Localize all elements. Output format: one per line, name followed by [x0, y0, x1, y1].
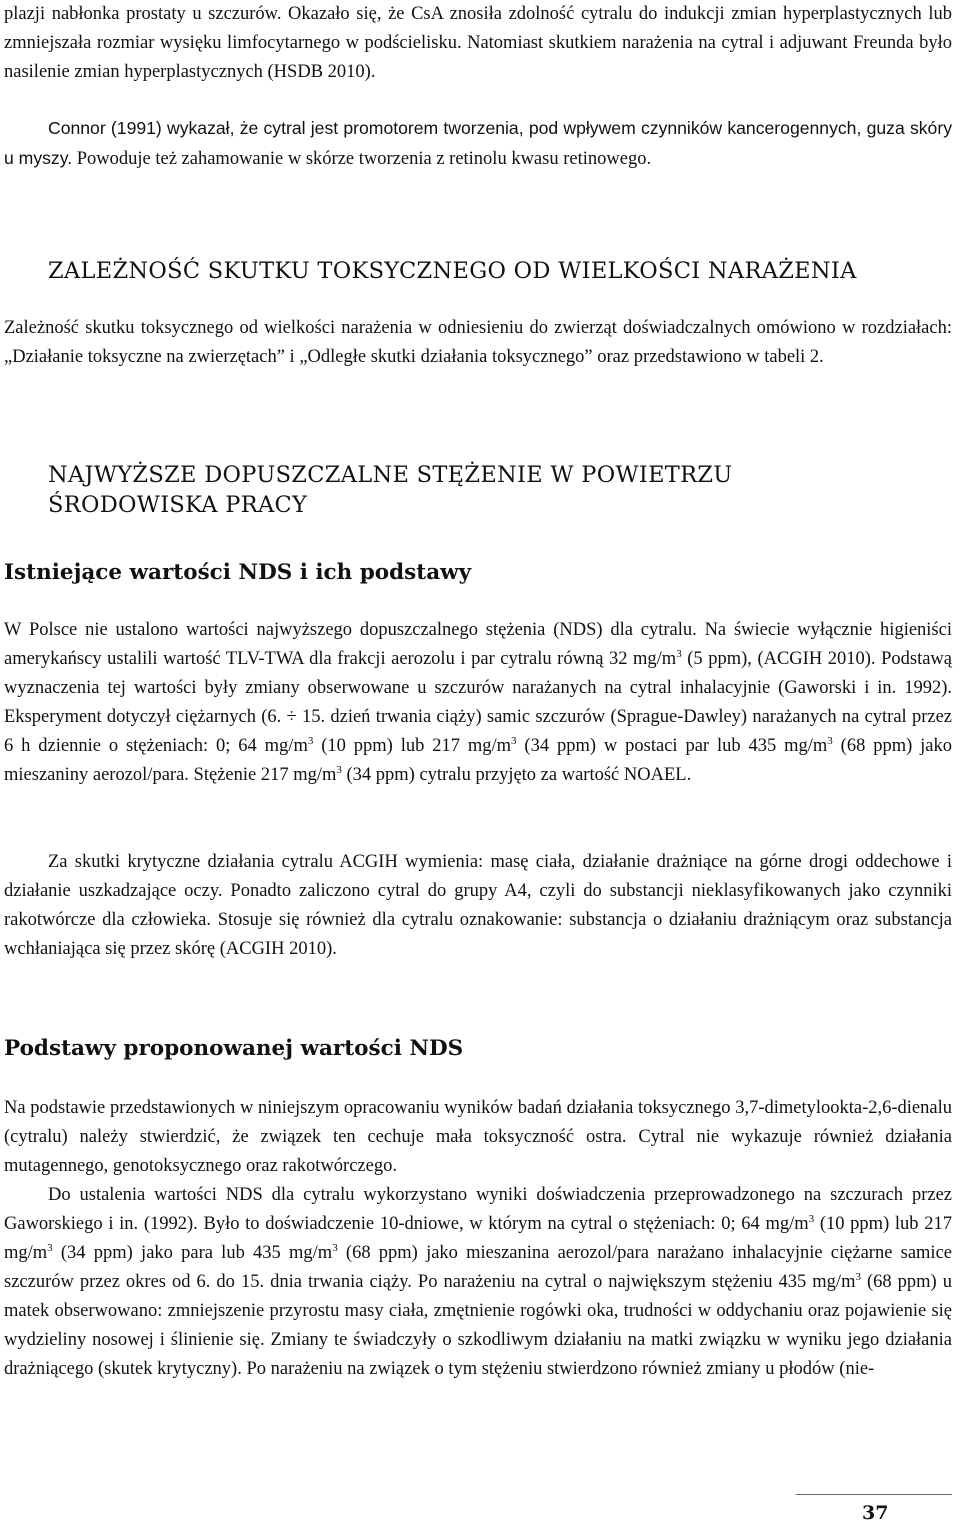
page-number: 37 — [862, 1502, 889, 1524]
sub1-paragraph-2: Za skutki krytyczne działania cytralu ACGIH wymienia: masę ciała, działanie drażniące na górne drogi oddechowe i działanie uszkadzające oczy. Ponadto zaliczono cytral do grupy A4, czyli do substancji nieklasyfikowanych jako czynniki rakotwórcze dla człowieka. Stosuje się również dla cytralu oznakowanie: substancja o działaniu drażniącym oraz substancja wchłaniająca się przez skórę (ACGIH 2010). — [4, 852, 952, 959]
superscript-3: 3 — [336, 764, 342, 776]
superscript-3: 3 — [511, 735, 517, 747]
section-heading-nds: NAJWYŻSZE DOPUSZCZALNE STĘŻENIE W POWIETRZU ŚRODOWISKA PRACY — [48, 462, 733, 518]
sub2-p2-part-b: (10 ppm) lub 217 mg/m — [4, 1214, 952, 1263]
section1-paragraph: Zależność skutku toksycznego od wielkości narażenia w odniesieniu do zwierząt doświadczalnych omówiono w rozdziałach: „Działanie toksyczne na zwierzętach” i „Odległe skutki działania toksycznego” oraz przedstawiono w tabeli 2. — [4, 318, 952, 367]
sub1-p1-part-b: (5 ppm), (ACGIH 2010). Podstawą wyznaczenia tej wartości były zmiany obserwowane u szczurów narażanych na cytral inhalacyjnie (Gaworski i in. 1992). Eksperyment dotyczył ciężarnych (6. ÷ 15. dzień trwania ciąży) samic szczurów (Sprague-Dawley) narażanych na cytral przez 6 h dziennie o stężeniach: 0; 64 mg/m — [4, 649, 952, 756]
intro-paragraph-2-serif: Powoduje też zahamowanie w skórze tworzenia z retinolu kwasu retinowego. — [72, 149, 652, 169]
superscript-3: 3 — [808, 1213, 815, 1225]
superscript-3: 3 — [827, 735, 833, 747]
superscript-3: 3 — [47, 1242, 53, 1254]
intro-paragraph-2-sans: Connor (1991) wykazał, że cytral jest promotorem tworzenia, pod wpływem czynników kancerogennych, guza skóry u myszy. — [4, 118, 952, 168]
sub2-paragraph-2 — [4, 1181, 952, 1384]
subheading-proposed-nds: Podstawy proponowanej wartości NDS — [4, 1036, 464, 1061]
superscript-3: 3 — [855, 1271, 861, 1283]
sub2-p2-part-a: Do ustalenia wartości NDS dla cytralu wykorzystano wyniki doświadczenia przeprowadzonego na szczurach przez Gaworskiego i in. (1992). Było to doświadczenie 10-dniowe, w którym na cytral o stężeniach: 0; 64 mg/m — [4, 1185, 952, 1234]
superscript-3: 3 — [332, 1242, 338, 1254]
intro-paragraph-2 — [4, 114, 952, 174]
footer-divider — [796, 1494, 952, 1495]
sub1-p1-part-c: (10 ppm) lub 217 mg/m — [313, 736, 512, 756]
superscript-3: 3 — [676, 648, 682, 660]
sub2-p2-part-d: (68 ppm) jako mieszanina aerozol/para narażano inhalacyjnie ciężarne samice szczurów przez okres od 6. do 15. dnia trwania ciąży. Po narażeniu na cytral o największym stężeniu 435 mg/m — [4, 1243, 952, 1292]
subheading-existing-nds: Istniejące wartości NDS i ich podstawy — [4, 560, 472, 585]
sub1-p1-part-a: W Polsce nie ustalono wartości najwyższego dopuszczalnego stężenia (NDS) dla cytralu. Na świecie wyłącznie higieniści amerykańscy ustalili wartość TLV-TWA dla frakcji aerozolu i par cytralu równą 32 mg/m — [4, 620, 952, 669]
sub1-p1-part-f: (34 ppm) cytralu przyjęto za wartość NOAEL. — [341, 765, 692, 785]
sub1-p1-part-e: (68 ppm) jako mieszaniny aerozol/para. Stężenie 217 mg/m — [4, 736, 952, 785]
sub1-paragraph-1 — [4, 616, 952, 790]
superscript-3: 3 — [307, 735, 314, 747]
intro-paragraph-1: plazji nabłonka prostaty u szczurów. Okazało się, że CsA znosiła zdolność cytralu do indukcji zmian hyperplastycznych lub zmniejszała rozmiar wysięku limfocytarnego w podścielisku. Natomiast skutkiem narażenia na cytral i adjuwant Freunda było nasilenie zmian hyperplastycznych (HSDB 2010). — [4, 4, 952, 82]
sub2-paragraph-1: Na podstawie przedstawionych w niniejszym opracowaniu wyników badań działania toksycznego 3,7-dimetylookta-2,6-dienalu (cytralu) należy stwierdzić, że związek ten cechuje mała toksyczność ostra. Cytral nie wykazuje również działania mutagennego, genotoksycznego oraz rakotwórczego. — [4, 1098, 952, 1176]
sub2-p2-part-e: (68 ppm) u matek obserwowano: zmniejszenie przyrostu masy ciała, zmętnienie rogówki oka, trudności w oddychaniu oraz pojawienie się wydzieliny nosowej i ślinienie się. Zmiany te świadczyły o szkodliwym działaniu na matki związku w wyniku jego działania drażniącego (skutek krytyczny). Po narażeniu na związek o tym stężeniu stwierdzono również zmiany u płodów (nie- — [4, 1272, 952, 1379]
section-heading-dependence: ZALEŻNOŚĆ SKUTKU TOKSYCZNEGO OD WIELKOŚCI NARAŻENIA — [48, 258, 857, 284]
sub2-p2-part-c: (34 ppm) jako para lub 435 mg/m — [52, 1243, 333, 1263]
sub1-p1-part-d: (34 ppm) w postaci par lub 435 mg/m — [516, 736, 828, 756]
